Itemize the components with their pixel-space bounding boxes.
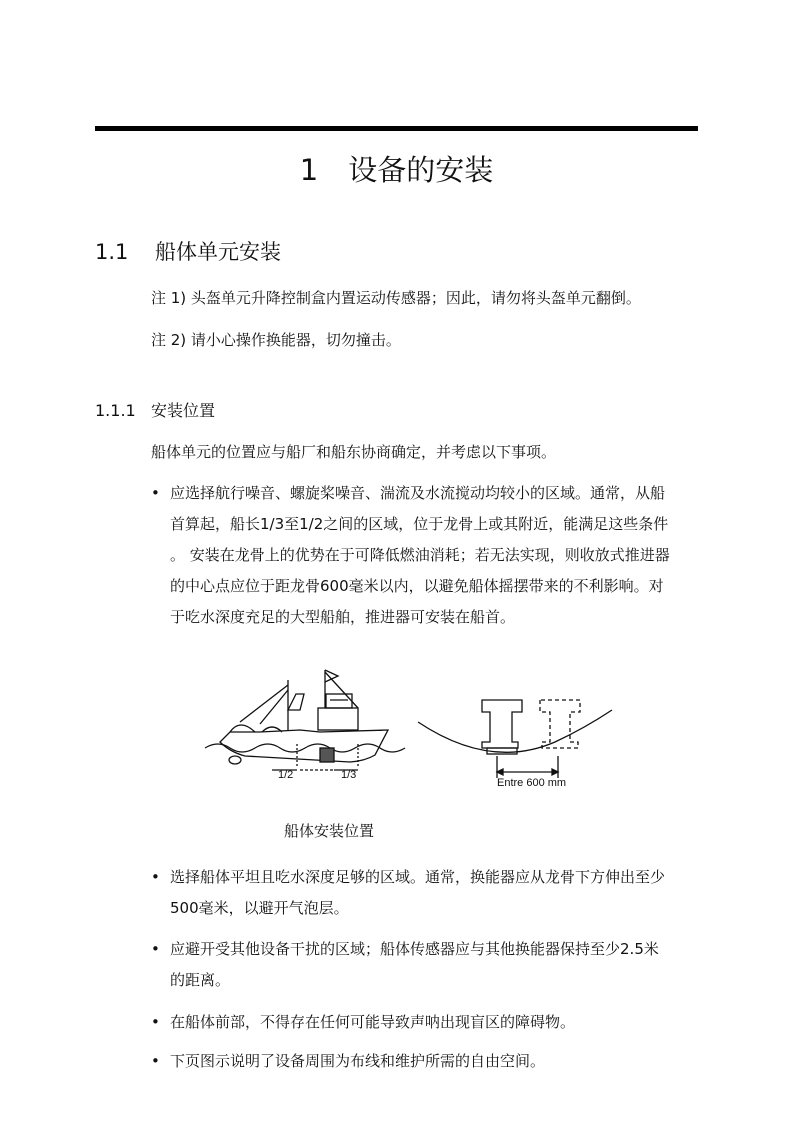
subsection-title: 安装位置 — [151, 401, 216, 420]
note-2: 注 2) 请小心操作换能器，切勿撞击。 — [151, 331, 401, 349]
bullet-marker: • — [151, 868, 160, 886]
bullet-line: 下页图示说明了设备周围为布线和维护所需的自由空间。 — [170, 1052, 546, 1070]
subsection-heading — [95, 398, 215, 421]
bullet-line: 应选择航行噪音、螺旋桨噪音、湍流及水流搅动均较小的区域。通常，从船 — [170, 484, 666, 502]
label-half: 1/2 — [278, 769, 294, 781]
note-1: 注 1) 头盔单元升降控制盒内置运动传感器；因此，请勿将头盔单元翻倒。 — [151, 289, 641, 307]
chapter-title — [0, 148, 793, 189]
section-number: 1.1 — [95, 240, 129, 264]
bullet-line: 选择船体平坦且吃水深度足够的区域。通常，换能器应从龙骨下方伸出至少 — [170, 868, 666, 886]
chapter-top-rule — [95, 126, 698, 131]
cross-section-drawing — [418, 700, 612, 778]
label-distance: Entre 600 mm — [497, 777, 567, 789]
figure-caption: 船体安装位置 — [284, 822, 375, 840]
bullet-line: 应避开受其他设备干扰的区域；船体传感器应与其他换能器保持至少2.5米 — [170, 940, 659, 958]
bullet-marker: • — [151, 484, 160, 502]
bullet-marker: • — [151, 1052, 160, 1070]
bullet-line: 的距离。 — [170, 971, 231, 989]
bullet-item-2 — [151, 862, 665, 924]
label-third: 1/3 — [341, 769, 357, 781]
bullet-line: 首算起，船长1/3至1/2之间的区域，位于龙骨上或其附近，能满足这些条件 — [170, 515, 669, 533]
bullet-line: 于吃水深度充足的大型船舶，推进器可安装在船首。 — [170, 608, 516, 626]
bullet-item-1 — [151, 478, 670, 633]
chapter-number: 1 — [299, 153, 319, 187]
intro-paragraph: 船体单元的位置应与船厂和船东协商确定，并考虑以下事项。 — [151, 443, 557, 461]
bullet-item-4 — [151, 1007, 575, 1038]
bullet-line: 。 安装在龙骨上的优势在于可降低燃油消耗；若无法实现，则收放式推进器 — [170, 546, 670, 564]
bullet-marker: • — [151, 1013, 160, 1031]
chapter-title-text: 设备的安装 — [348, 153, 494, 187]
bullet-item-3 — [151, 934, 659, 996]
ship-drawing — [205, 670, 405, 770]
bullet-line: 500毫米，以避开气泡层。 — [170, 899, 349, 917]
hull-installation-figure — [200, 660, 620, 800]
bullet-line: 的中心点应位于距龙骨600毫米以内，以避免船体摇摆带来的不利影响。对 — [170, 577, 664, 595]
section-title: 船体单元安装 — [155, 240, 281, 264]
bullet-item-5 — [151, 1046, 545, 1077]
bullet-line: 在船体前部，不得存在任何可能导致声呐出现盲区的障碍物。 — [170, 1013, 576, 1031]
bullet-marker: • — [151, 940, 160, 958]
section-heading — [95, 236, 281, 266]
subsection-number: 1.1.1 — [95, 401, 136, 420]
